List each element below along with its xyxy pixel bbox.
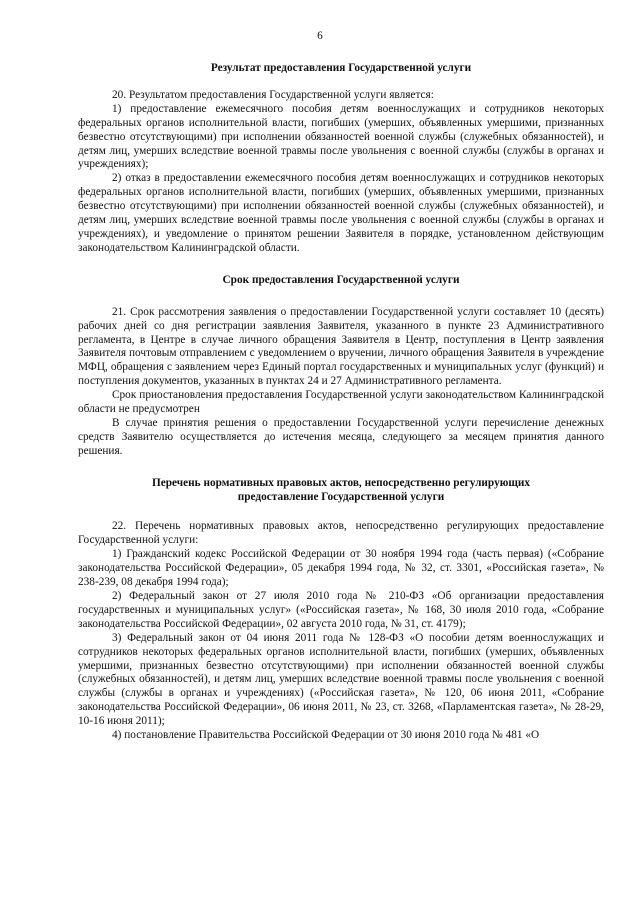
section-acts-heading-line-1: Перечень нормативных правовых актов, непосредственно регулирующих <box>151 476 531 489</box>
paragraph-20-item-1: 1) предоставление ежемесячного пособия детям военнослужащих и сотрудников некоторых федеральных органов исполнительной власти, погибших (умерших, объявленных умершими, признанных безвестно отсутствующими) при исполнении обязанностей военной службы (служебных обязанностей), и детям лиц, умерших вследствие военной травмы после увольнения с военной службы (службы в органах и учреждениях); <box>78 102 604 171</box>
paragraph-21: 21. Срок рассмотрения заявления о предоставлении Государственной услуги составляет 10 (десять) рабочих дней со дня регистрации заявления Заявителя, указанного в пункте 23 Административного регламента, в Центре в случае личного обращения Заявителя в Центр, поступления в Центр заявления Заявителя почтовым отправлением с уведомлением о вручении, личного обращения Заявителя в учреждение МФЦ, обращения с заявлением через Единый портал государственных и муниципальных услуг (функций) и поступления документов, указанных в пунктах 24 и 27 Административного регламента. <box>78 305 604 388</box>
page-number: 6 <box>317 30 323 42</box>
section-term-heading: Срок предоставления Государственной услуги <box>222 273 460 286</box>
paragraph-22-item-1: 1) Гражданский кодекс Российской Федерации от 30 ноября 1994 года (часть первая) («Собрание законодательства Российской Федерации», 05 декабря 1994 года, № 32, ст. 3301, «Российская газета», № 238-239, 08 декабря 1994 года); <box>78 548 604 589</box>
paragraph-22-item-4: 4) постановление Правительства Российской Федерации от 30 июня 2010 года № 481 «О <box>112 729 540 742</box>
paragraph-21-suspension: Срок приостановления предоставления Государственной услуги законодательством Калининградской области не предусмотрен <box>78 389 604 416</box>
paragraph-22-item-2: 2) Федеральный закон от 27 июля 2010 года № 210-ФЗ «Об организации предоставления государственных и муниципальных услуг» («Российская газета», № 168, 30 июля 2010 года, «Собрание законодательства Российской Федерации», 02 августа 2010 года, № 31, ст. 4179); <box>78 590 604 630</box>
paragraph-21-transfer: В случае принятия решения о предоставлении Государственной услуги перечисление денежных средств Заявителю осуществляется до истечения месяца, следующего за месяцем принятия данного решения. <box>78 416 604 457</box>
paragraph-22-item-3: 3) Федеральный закон от 04 июня 2011 года № 128-ФЗ «О пособии детям военнослужащих и сотрудников некоторых федеральных органов исполнительной власти, погибших (умерших, объявленных умершими, признанных безвестно отсутствующими) при исполнении обязанностей военной службы (служебных обязанностей), и детям лиц, умерших вследствие военной травмы после увольнения с военной службы (службы в органах и учреждениях) («Российская газета», № 120, 06 июня 2011, «Собрание законодательства Российской Федерации», 06 июня 2011, № 23, ст. 3268, «Парламентская газета», № 28-29, 10-16 июня 2011); <box>78 631 604 728</box>
paragraph-22: 22. Перечень нормативных правовых актов, непосредственно регулирующих предоставление Государственной услуги: <box>78 520 604 547</box>
section-result-heading: Результат предоставления Государственной услуги <box>210 62 472 74</box>
paragraph-20-item-2: 2) отказ в предоставлении ежемесячного пособия детям военнослужащих и сотрудников некоторых федеральных органов исполнительной власти, погибших (умерших, объявленных умершими, признанных безвестно отсутствующими) при исполнении обязанностей военной службы (служебных обязанностей), и детям лиц, умерших вследствие военной травмы после увольнения с военной службы (службы в органах и учреждениях), и уведомление о принятом решении Заявителя в порядке, установленном действующим законодательством Калининградской области. <box>78 172 604 254</box>
page-content <box>78 62 604 743</box>
paragraph-20: 20. Результатом предоставления Государственной услуги является: <box>112 88 434 101</box>
section-acts-heading-line-2: предоставление Государственной услуги <box>237 490 445 503</box>
